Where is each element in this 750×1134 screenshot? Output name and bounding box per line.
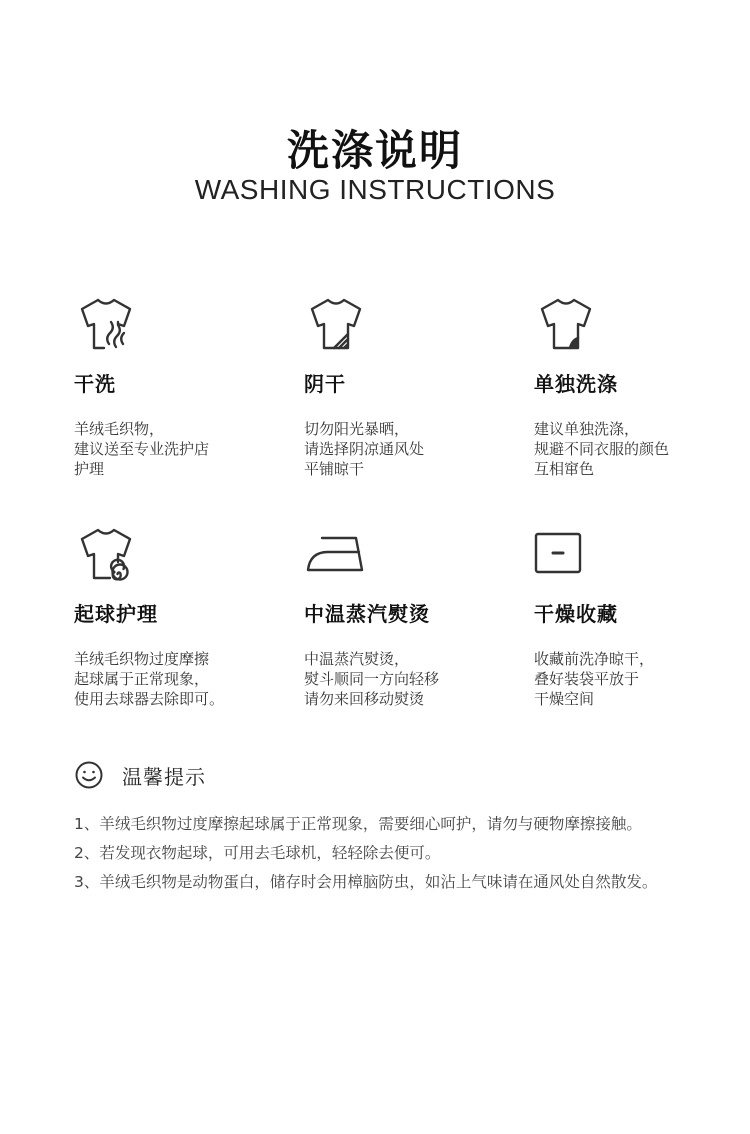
tip-line: 2、若发现衣物起球，可用去毛球机，轻轻除去便可。 xyxy=(74,844,441,862)
care-item-iron xyxy=(304,522,504,709)
tip-line: 1、羊绒毛织物过度摩擦起球属于正常现象，需要细心呵护，请勿与硬物摩擦接触。 xyxy=(74,815,642,833)
page-subtitle: WASHING INSTRUCTIONS xyxy=(194,174,556,205)
care-item-pilling xyxy=(74,522,274,709)
care-item-name: 中温蒸汽熨烫 xyxy=(304,602,430,626)
shade-dry-shirt-icon xyxy=(304,292,368,356)
page-title: 洗涤说明 xyxy=(286,126,463,175)
care-item-name: 单独洗涤 xyxy=(534,372,618,396)
care-item-dry-clean xyxy=(74,292,274,479)
care-item-desc: 切勿阳光暴晒， 请选择阴凉通风处 平铺晾干 xyxy=(304,420,425,478)
tips-title: 温馨提示 xyxy=(122,764,206,789)
dry-clean-shirt-icon xyxy=(74,292,138,356)
care-item-name: 阴干 xyxy=(304,372,346,396)
iron-icon xyxy=(304,522,368,586)
care-item-desc: 羊绒毛织物过度摩擦 起球属于正常现象， 使用去球器去除即可。 xyxy=(74,650,225,708)
care-item-name: 起球护理 xyxy=(74,602,158,626)
tips-list xyxy=(74,810,734,897)
separate-wash-shirt-icon xyxy=(534,292,598,356)
care-item-desc: 建议单独洗涤， 规避不同衣服的颜色 互相窜色 xyxy=(534,420,670,478)
care-item-dry-storage xyxy=(534,522,734,709)
care-item-name: 干燥收藏 xyxy=(534,602,618,626)
pilling-care-shirt-icon xyxy=(74,522,138,586)
care-item-shade-dry xyxy=(304,292,504,479)
care-item-desc: 羊绒毛织物， 建议送至专业洗护店 护理 xyxy=(74,420,210,478)
tips-header xyxy=(74,760,206,790)
smiley-icon xyxy=(74,760,104,790)
care-item-desc: 收藏前洗净晾干， 叠好装袋平放于 干燥空间 xyxy=(534,650,655,708)
tip-line: 3、羊绒毛织物是动物蛋白，储存时会用樟脑防虫，如沾上气味请在通风处自然散发。 xyxy=(74,873,658,891)
care-item-desc: 中温蒸汽熨烫， 熨斗顺同一方向轻移 请勿来回移动熨烫 xyxy=(304,650,440,708)
dry-storage-icon xyxy=(534,522,598,586)
care-instructions-grid xyxy=(0,292,750,732)
care-item-separate-wash xyxy=(534,292,734,479)
care-item-name: 干洗 xyxy=(74,372,116,396)
